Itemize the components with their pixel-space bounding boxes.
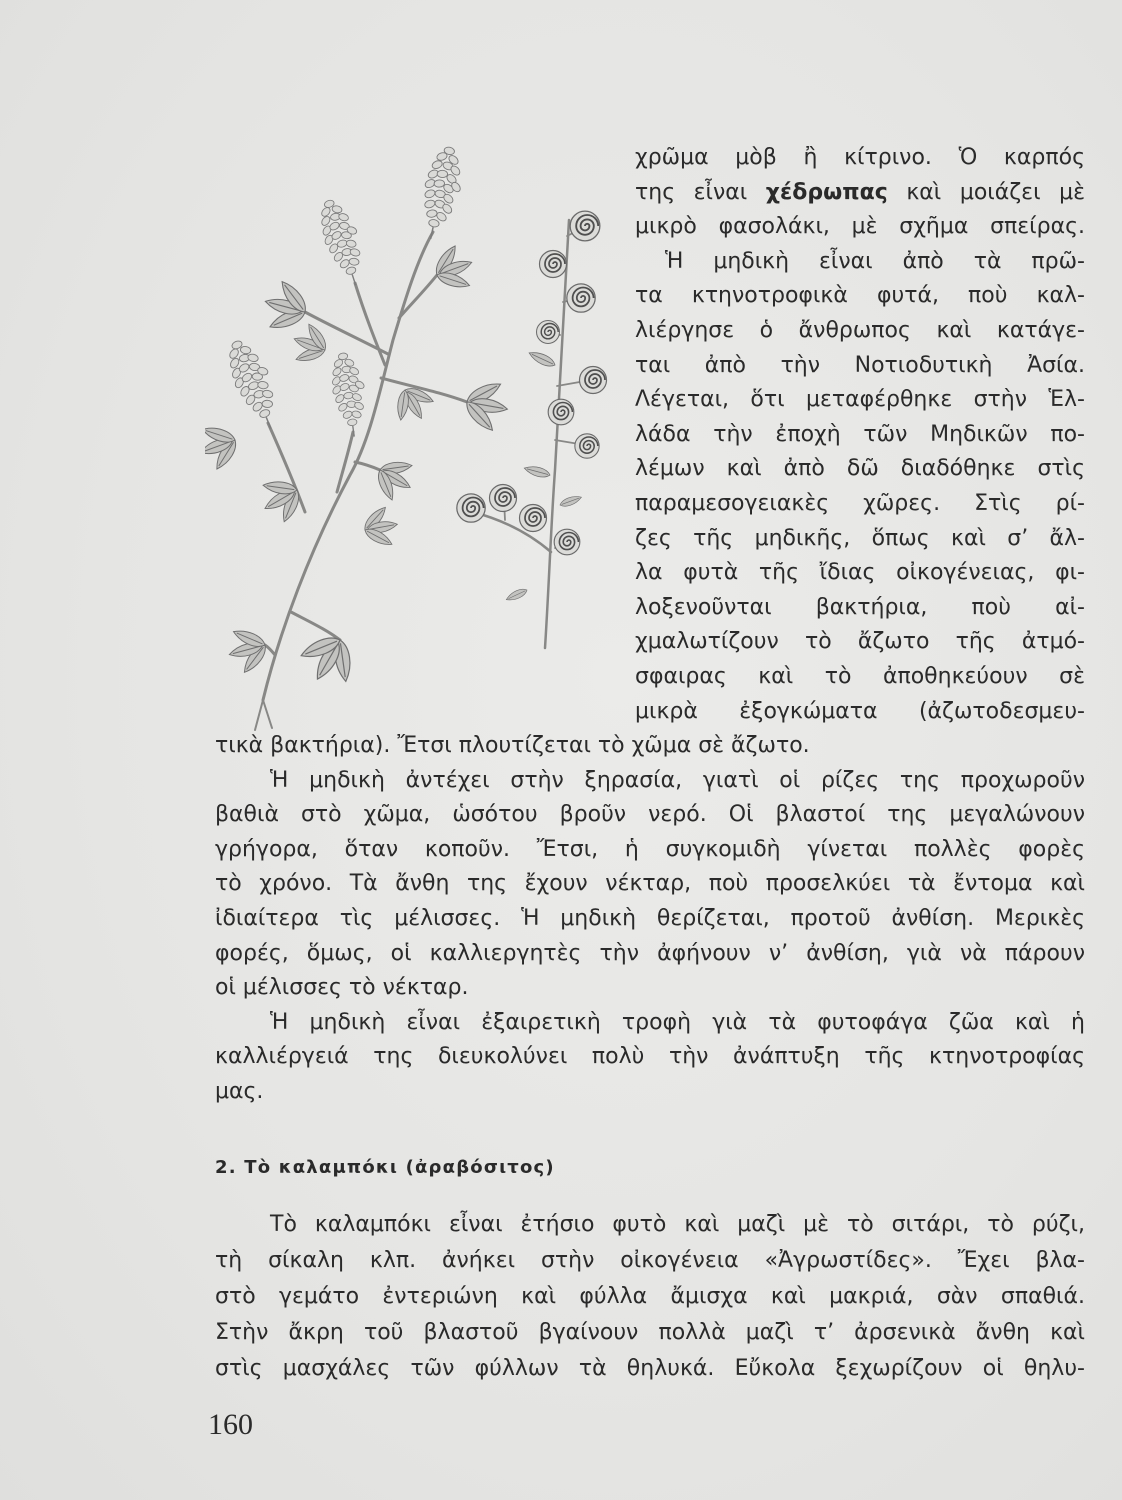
body-text <box>215 141 1085 1387</box>
text-line: ζες τῆς μηδικῆς, ὅπως καὶ σ’ ἄλ- <box>635 525 1085 551</box>
text-line: τικὰ βακτήρια). Ἔτσι πλουτίζεται τὸ χῶμα σὲ ἄζωτο. <box>215 733 810 759</box>
text-line: λα φυτὰ τῆς ἴδιας οἰκογένειας, φι- <box>635 560 1085 586</box>
text-line: λοξενοῦνται βακτήρια, ποὺ αἰ- <box>635 594 1085 620</box>
text-line: μικρὸ φασολάκι, μὲ σχῆμα σπείρας. <box>635 214 1085 240</box>
text-line: καλλιέργειά της διευκολύνει πολὺ τὴν ἀνάπτυξη τῆς κτηνοτροφίας <box>215 1044 1085 1070</box>
text-line: βαθιὰ στὸ χῶμα, ὡσότου βροῦν νερό. Οἱ βλαστοί της μεγαλώνουν <box>215 802 1085 828</box>
text-segment: της εἶναι <box>635 179 766 205</box>
column-text <box>635 141 1085 729</box>
text-line: λάδα τὴν ἐποχὴ τῶν Μηδικῶν πο- <box>635 421 1085 447</box>
text-line: οἱ μέλισσες τὸ νέκταρ. <box>215 975 469 1001</box>
text-line: τὸ χρόνο. Τὰ ἄνθη της ἔχουν νέκταρ, ποὺ προσελκύει τὰ ἔντομα καὶ <box>215 871 1085 897</box>
text-line: στὸ γεμάτο ἐντεριώνη καὶ φύλλα ἄμισχα καὶ μακριά, σὰν σπαθιά. <box>215 1283 1085 1309</box>
text-line: λέμων καὶ ἀπὸ δῶ διαδόθηκε στὶς <box>635 456 1085 482</box>
text-line: λιέργησε ὁ ἄνθρωπος καὶ κατάγε- <box>635 317 1085 343</box>
text-segment: καὶ μοιάζει μὲ <box>887 179 1085 205</box>
text-line: Τὸ καλαμπόκι εἶναι ἐτήσιο φυτὸ καὶ μαζὶ μὲ τὸ σιτάρι, τὸ ρύζι, <box>270 1211 1085 1237</box>
section-heading: 2. Τὸ καλαμπόκι (ἀραβόσιτος) <box>215 1156 555 1178</box>
full-width-text <box>215 729 1085 1110</box>
text-line: σφαιρας καὶ τὸ ἀποθηκεύουν σὲ <box>635 663 1085 689</box>
text-line: ἰδιαίτερα τὶς μέλισσες. Ἡ μηδικὴ θερίζεται, προτοῦ ἀνθίση. Μερικὲς <box>215 906 1085 932</box>
text-line: μικρὰ ἐξογκώματα (ἀζωτοδεσμευ- <box>635 698 1085 724</box>
text-line: Στὴν ἄκρη τοῦ βλαστοῦ βγαίνουν πολλὰ μαζὶ τ’ ἀρσενικὰ ἄνθη καὶ <box>215 1319 1085 1345</box>
text-line: φορές, ὅμως, οἱ καλλιεργητὲς τὴν ἀφήνουν ν’ ἀνθίση, γιὰ νὰ πάρουν <box>215 940 1085 966</box>
text-line: τα κτηνοτροφικὰ φυτά, ποὺ καλ- <box>635 283 1085 309</box>
text-line: Λέγεται, ὅτι μεταφέρθηκε στὴν Ἑλ- <box>635 387 1085 413</box>
text-line: μας. <box>215 1079 264 1105</box>
text-line: γρήγορα, ὅταν κοποῦν. Ἔτσι, ἡ συγκομιδὴ γίνεται πολλὲς φορὲς <box>215 836 1085 862</box>
text-line: τὴ σίκαλη κλπ. ἀνήκει στὴν οἰκογένεια «Ἀγρωστίδες». Ἔχει βλα- <box>215 1247 1085 1273</box>
bold-term: χέδρωπας <box>765 179 888 205</box>
text-line <box>635 176 1085 211</box>
text-line: χρῶμα μὸβ ἢ κίτρινο. Ὁ καρπός <box>635 145 1085 170</box>
text-line: Ἡ μηδικὴ εἶναι ἐξαιρετικὴ τροφὴ γιὰ τὰ φυτοφάγα ζῶα καὶ ἡ <box>270 1009 1085 1035</box>
text-line: στὶς μασχάλες τῶν φύλλων τὰ θηλυκά. Εὔκολα ξεχωρίζουν οἱ θηλυ- <box>215 1355 1085 1381</box>
text-line: παραμεσογειακὲς χῶρες. Στὶς ρί- <box>635 490 1085 516</box>
corn-paragraph <box>215 1207 1085 1387</box>
text-line: Ἡ μηδικὴ ἀντέχει στὴν ξηρασία, γιατὶ οἱ ρίζες της προχωροῦν <box>270 767 1085 793</box>
text-line: ται ἀπὸ τὴν Νοτιοδυτικὴ Ἀσία. <box>635 352 1085 378</box>
text-line: Ἡ μηδικὴ εἶναι ἀπὸ τὰ πρῶ- <box>665 248 1085 274</box>
page-number: 160 <box>208 1408 253 1441</box>
text-line: χμαλωτίζουν τὸ ἄζωτο τῆς ἀτμό- <box>635 629 1085 655</box>
